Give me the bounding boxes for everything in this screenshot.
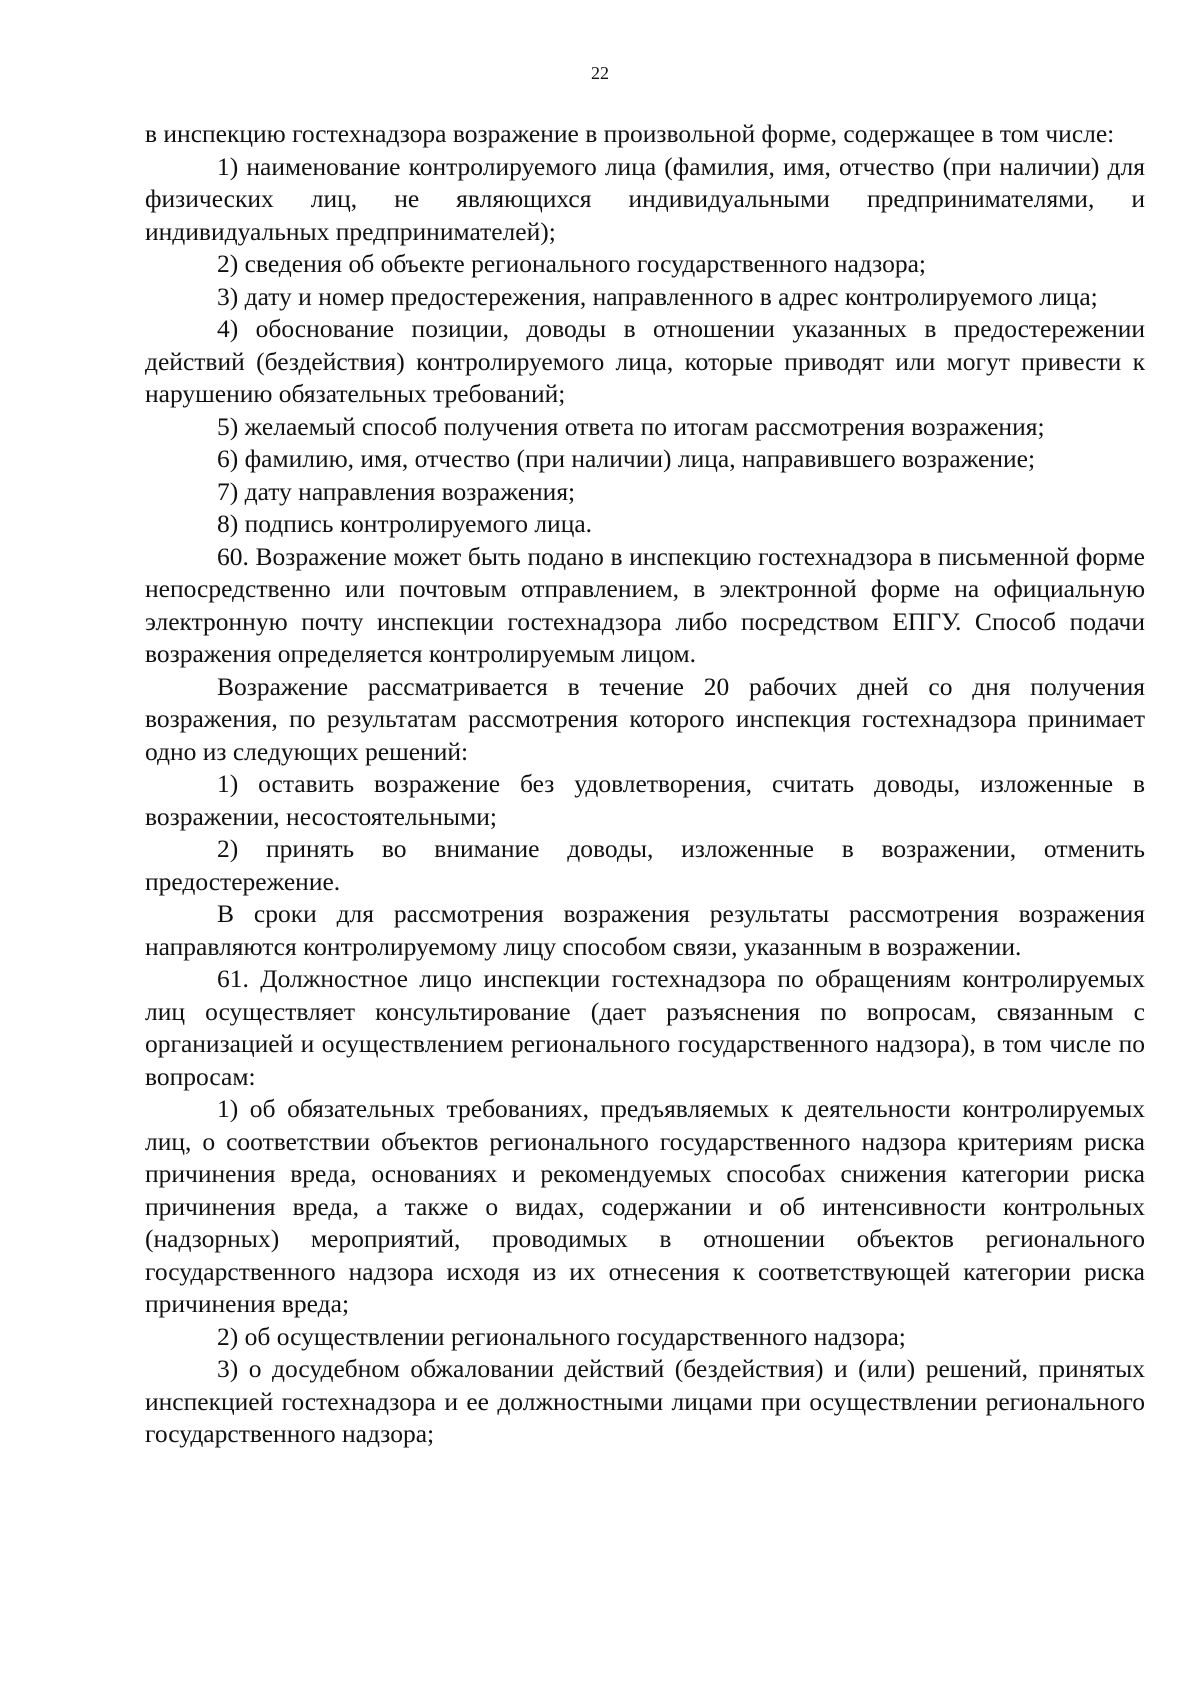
document-body	[145, 118, 1145, 1451]
paragraph: в инспекцию гостехнадзора возражение в произвольной форме, содержащее в том числе:	[145, 119, 1115, 148]
paragraph: 5) желаемый способ получения ответа по итогам рассмотрения возражения;	[217, 411, 1045, 441]
paragraph: 2) об осуществлении регионального государственного надзора;	[217, 1321, 906, 1351]
paragraph: 2) сведения об объекте регионального государственного надзора;	[217, 249, 927, 278]
paragraph: 1) наименование контролируемого лица (фамилия, имя, отчество (при наличии) для физических лиц, не являющихся индивидуальными предпринимателями, и индивидуальных предпринимателей);	[145, 151, 1145, 246]
paragraph: Возражение рассматривается в течение 20 рабочих дней со дня получения возражения, по результатам рассмотрения которого инспекция гостехнадзора принимает одно из следующих решений:	[145, 671, 1145, 766]
paragraph: 7) дату направления возражения;	[217, 476, 576, 506]
paragraph: 61. Должностное лицо инспекции гостехнадзора по обращениям контролируемых лиц осуществляет консультирование (дает разъяснения по вопросам, связанным с организацией и осуществлением регионального государственного надзора), в том числе по вопросам:	[145, 964, 1145, 1091]
paragraph: 4) обоснование позиции, доводы в отношении указанных в предостережении действий (бездействия) контролируемого лица, которые приводят или могут привести к нарушению обязательных требований;	[145, 314, 1145, 408]
paragraph: 1) об обязательных требованиях, предъявляемых к деятельности контролируемых лиц, о соответствии объектов регионального государственного надзора критериям риска причинения вреда, основаниях и рекомендуемых способах снижения категории риска причинения вреда, а также о видах, содержании и об интенсивности контрольных (надзорных) мероприятий, проводимых в отношении объектов регионального государственного надзора исходя из их отнесения к соответствующей категории риска причинения вреда;	[145, 1094, 1145, 1318]
paragraph: 1) оставить возражение без удовлетворения, считать доводы, изложенные в возражении, несостоятельными;	[145, 769, 1145, 831]
paragraph: В сроки для рассмотрения возражения результаты рассмотрения возражения направляются контролируемому лицу способом связи, указанным в возражении.	[145, 899, 1145, 961]
paragraph: 3) дату и номер предостережения, направленного в адрес контролируемого лица;	[217, 281, 1098, 311]
paragraph: 60. Возражение может быть подано в инспекцию гостехнадзора в письменной форме непосредственно или почтовым отправлением, в электронной форме на официальную электронную почту инспекции гостехнадзора либо посредством ЕПГУ. Способ подачи возражения определяется контролируемым лицом.	[145, 541, 1145, 668]
page-number: 22	[591, 63, 609, 83]
paragraph: 8) подпись контролируемого лица.	[217, 509, 593, 538]
paragraph: 3) о досудебном обжаловании действий (бездействия) и (или) решений, принятых инспекцией гостехнадзора и ее должностными лицами при осуществлении регионального государственного надзора;	[145, 1354, 1145, 1448]
paragraph: 6) фамилию, имя, отчество (при наличии) лица, направившего возражение;	[217, 444, 1036, 473]
paragraph: 2) принять во внимание доводы, изложенные в возражении, отменить предостережение.	[145, 834, 1145, 896]
